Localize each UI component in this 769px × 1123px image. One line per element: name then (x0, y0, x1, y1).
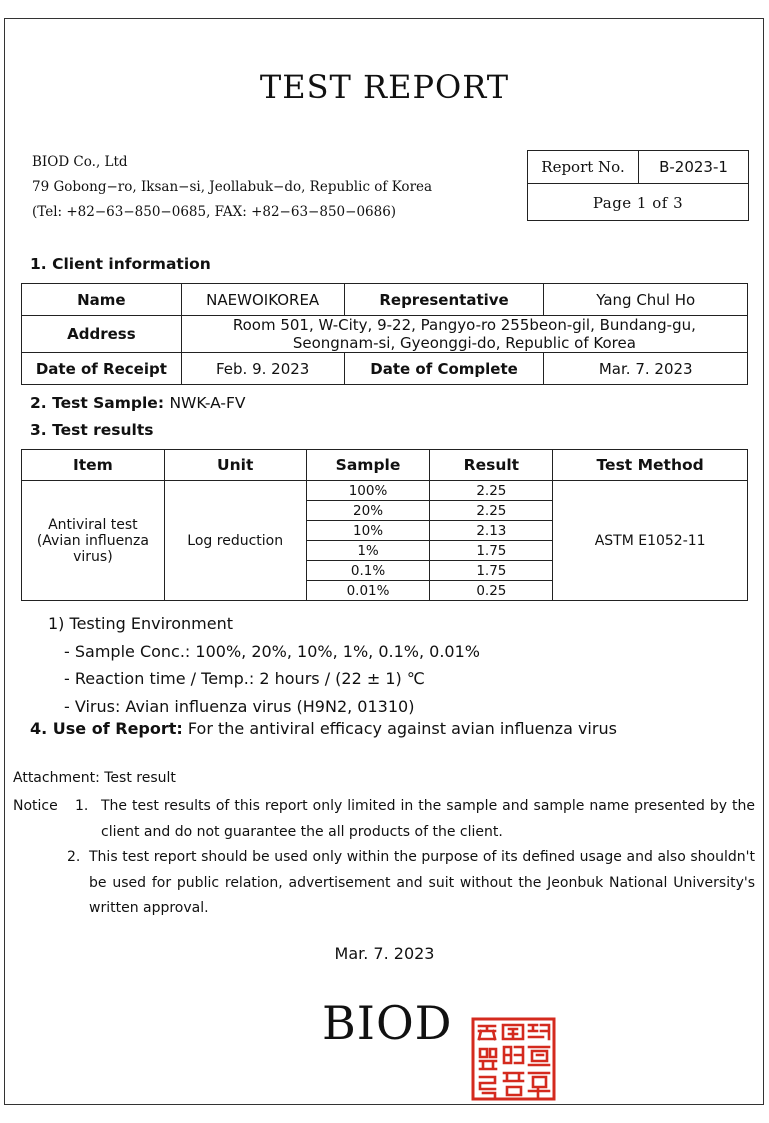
company-contact: (Tel: +82−63−850−0685, FAX: +82−63−850−0686) (32, 204, 397, 220)
col-header-test-method: Test Method (553, 450, 748, 481)
representative-value: Yang Chul Ho (544, 284, 748, 316)
col-header-result: Result (430, 450, 553, 481)
col-header-unit: Unit (164, 450, 306, 481)
notice-text-2: This test report should be used only within the purpose of its defined usage and also shouldn't be used for public relation, advertisement and suit without the Jeonbuk National University's written approval. (89, 849, 755, 916)
item-line-1: Antiviral test (48, 516, 138, 533)
result-cell: 2.25 (430, 501, 553, 521)
result-cell: 1.75 (430, 561, 553, 581)
test-sample-heading: 2. Test Sample: (30, 394, 165, 412)
company-seal-stamp (471, 1017, 556, 1101)
client-info-heading: 1. Client information (30, 255, 211, 273)
result-cell: 1.75 (430, 541, 553, 561)
address-label: Address (22, 316, 182, 353)
report-no-value: B-2023-1 (659, 158, 728, 176)
attachment-line: Attachment: Test result (13, 770, 176, 786)
notice-label: Notice (13, 798, 58, 814)
client-info-table (21, 283, 748, 385)
report-title: TEST REPORT (259, 68, 510, 106)
address-line-2: Seongnam-si, Gyeonggi-do, Republic of Korea (292, 334, 636, 352)
name-value: NAEWOIKOREA (181, 284, 344, 316)
environment-item: - Reaction time / Temp.: 2 hours / (22 ± 1) ℃ (64, 669, 425, 688)
sample-cell: 10% (306, 521, 430, 541)
col-header-item: Item (22, 450, 165, 481)
complete-date-label: Date of Complete (344, 353, 544, 385)
test-results-table (21, 449, 748, 601)
environment-heading: 1) Testing Environment (48, 614, 234, 633)
issue-date: Mar. 7. 2023 (334, 944, 435, 963)
company-name: BIOD Co., Ltd (32, 154, 128, 170)
test-sample-line (30, 394, 246, 412)
use-of-report-heading: 4. Use of Report: (30, 719, 183, 738)
item-line-2: (Avian influenza (36, 532, 149, 549)
receipt-date-value: Feb. 9. 2023 (181, 353, 344, 385)
unit-cell: Log reduction (164, 481, 306, 601)
use-of-report (30, 719, 617, 738)
name-label: Name (22, 284, 182, 316)
sample-cell: 20% (306, 501, 430, 521)
complete-date-value: Mar. 7. 2023 (544, 353, 748, 385)
representative-label: Representative (344, 284, 544, 316)
environment-item: - Virus: Avian influenza virus (H9N2, 01310) (64, 696, 415, 716)
address-value (181, 316, 747, 353)
environment-item: - Sample Conc.: 100%, 20%, 10%, 1%, 0.1%, 0.01% (64, 641, 480, 661)
col-header-sample: Sample (306, 450, 430, 481)
company-info (32, 150, 432, 225)
table-row (22, 481, 748, 501)
item-cell (22, 481, 165, 601)
test-sample-value: NWK-A-FV (169, 394, 246, 412)
item-line-3: virus) (73, 548, 113, 565)
address-line-1: Room 501, W-City, 9-22, Pangyo-ro 255beon-gil, Bundang-gu, (232, 316, 696, 334)
notice-number-1: 1. (75, 798, 89, 814)
sample-cell: 100% (306, 481, 430, 501)
testing-environment (48, 610, 480, 720)
test-results-heading: 3. Test results (30, 421, 154, 439)
page-indicator: Page 1 of 3 (592, 193, 684, 212)
result-cell: 2.13 (430, 521, 553, 541)
receipt-date-label: Date of Receipt (22, 353, 182, 385)
result-cell: 0.25 (430, 581, 553, 601)
sample-cell: 0.01% (306, 581, 430, 601)
biod-logo: BIOD (322, 996, 453, 1050)
use-of-report-value: For the antiviral efficacy against avian influenza virus (187, 719, 617, 738)
notice-number-2: 2. (67, 849, 81, 865)
method-cell: ASTM E1052-11 (553, 481, 748, 601)
notice-block (13, 794, 755, 922)
result-cell: 2.25 (430, 481, 553, 501)
report-number-box (527, 150, 749, 221)
company-address: 79 Gobong−ro, Iksan−si, Jeollabuk−do, Republic of Korea (32, 179, 433, 195)
sample-cell: 1% (306, 541, 430, 561)
notice-text-1: The test results of this report only limited in the sample and sample name presented by the client and do not guarantee the all products of the client. (101, 798, 755, 840)
sample-cell: 0.1% (306, 561, 430, 581)
report-no-label: Report No. (528, 151, 639, 183)
